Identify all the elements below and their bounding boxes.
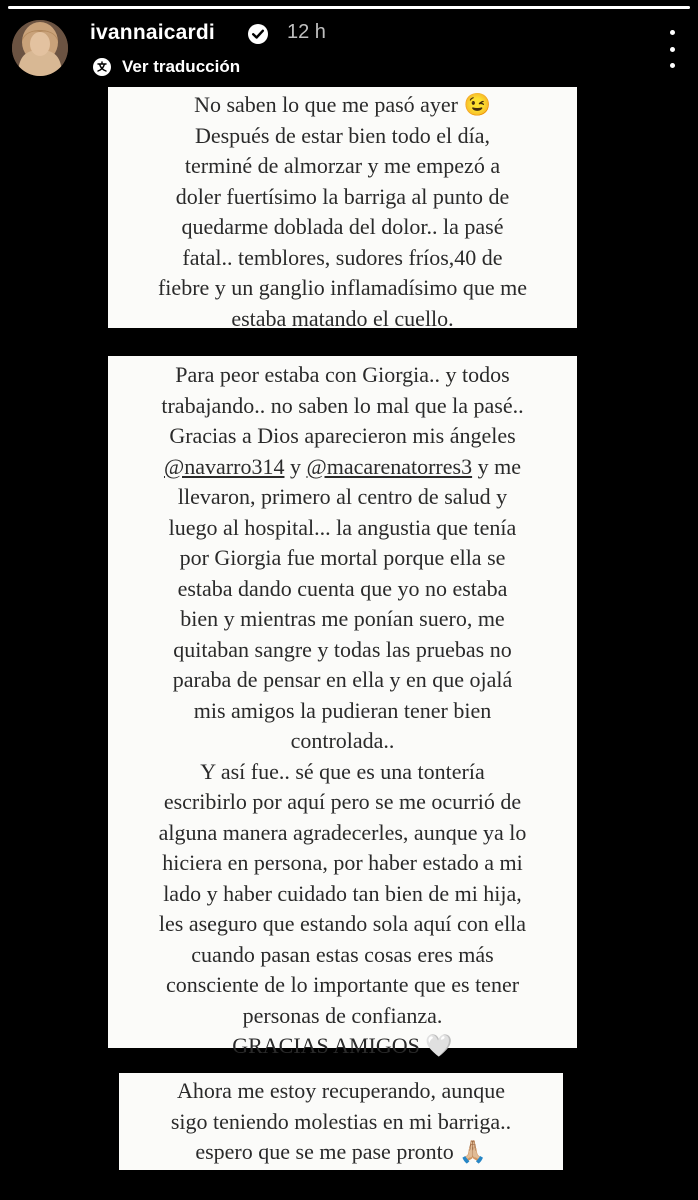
more-options-button[interactable] [664,30,680,68]
post-time: 12 h [287,21,326,43]
mention-link[interactable]: @macarenatorres3 [306,453,473,479]
story-text-box-3 [119,1073,563,1170]
text-line: Para peor estaba con Giorgia.. y todos [175,362,510,387]
avatar[interactable] [12,20,68,76]
text-line: No saben lo que me pasó ayer 😉 [194,92,491,117]
text-line: Gracias a Dios aparecieron mis ángeles [169,423,516,448]
translate-icon [92,57,112,77]
text-fragment: y me [472,453,521,479]
story-progress-fill [8,6,690,9]
text-line: bien y mientras me ponían suero, me [180,606,505,631]
text-line: Ahora me estoy recuperando, aunque [176,1078,506,1103]
text-line: les aseguro que estando sola aquí con ella [158,911,527,936]
text-line: alguna manera agradecerles, aunque ya lo [158,819,527,845]
text-line: personas de confianza. [242,1002,443,1028]
mention-link[interactable]: @navarro314 [164,453,285,479]
story-text-box-1 [108,87,577,331]
text-line: quitaban sangre y todas las pruebas no [173,636,512,662]
translate-label: Ver traducción [122,57,241,76]
text-fragment: y [284,453,307,479]
text-line: lado y haber cuidado tan bien de mi hija, [163,880,522,906]
text-line: luego al hospital... la angustia que tenía [168,514,517,540]
story-text-box-2 [108,356,577,1058]
text-line: por Giorgia fue mortal porque ella se [179,545,506,570]
text-line: controlada.. [290,728,395,753]
text-line: hiciera en persona, por haber estado a mi [162,850,523,875]
story-header [0,12,698,82]
text-line: GRACIAS AMIGOS 🤍 [232,1033,453,1058]
text-line: fatal.. temblores, sudores fríos,40 de [182,244,503,270]
verified-badge-icon [247,23,269,45]
more-vertical-icon [670,30,675,35]
story-progress-bar [8,6,690,9]
text-line: trabajando.. no saben lo mal que la pasé.. [161,392,524,418]
translate-button[interactable] [92,54,240,80]
text-line: espero que se me pase pronto 🙏🏼 [195,1139,487,1164]
text-line [114,452,571,483]
text-line: cuando pasan estas cosas eres más [191,941,494,967]
text-line: consciente de lo importante que es tener [165,972,520,997]
text-line: sigo teniendo molestias en mi barriga.. [170,1108,512,1134]
username[interactable]: ivannaicardi [90,21,215,44]
text-line: mis amigos la pudieran tener bien [193,697,492,723]
text-line: escribirlo por aquí pero se me ocurrió de [163,789,522,814]
text-line: doler fuertísimo la barriga al punto de [175,183,510,209]
avatar-image [12,20,68,76]
text-line: fiebre y un ganglio inflamadísimo que me [157,275,527,300]
text-line: Después de estar bien todo el día, [194,122,491,148]
text-line: quedarme doblada del dolor.. la pasé [181,214,504,239]
text-line: paraba de pensar en ella y en que ojalá [172,667,513,692]
text-line: estaba dando cuenta que yo no estaba [177,575,508,601]
text-line: llevaron, primero al centro de salud y [177,484,508,509]
text-line: estaba matando el cuello. [231,305,454,331]
text-line: terminé de almorzar y me empezó a [184,153,501,178]
text-line: Y así fue.. sé que es una tontería [200,758,485,784]
